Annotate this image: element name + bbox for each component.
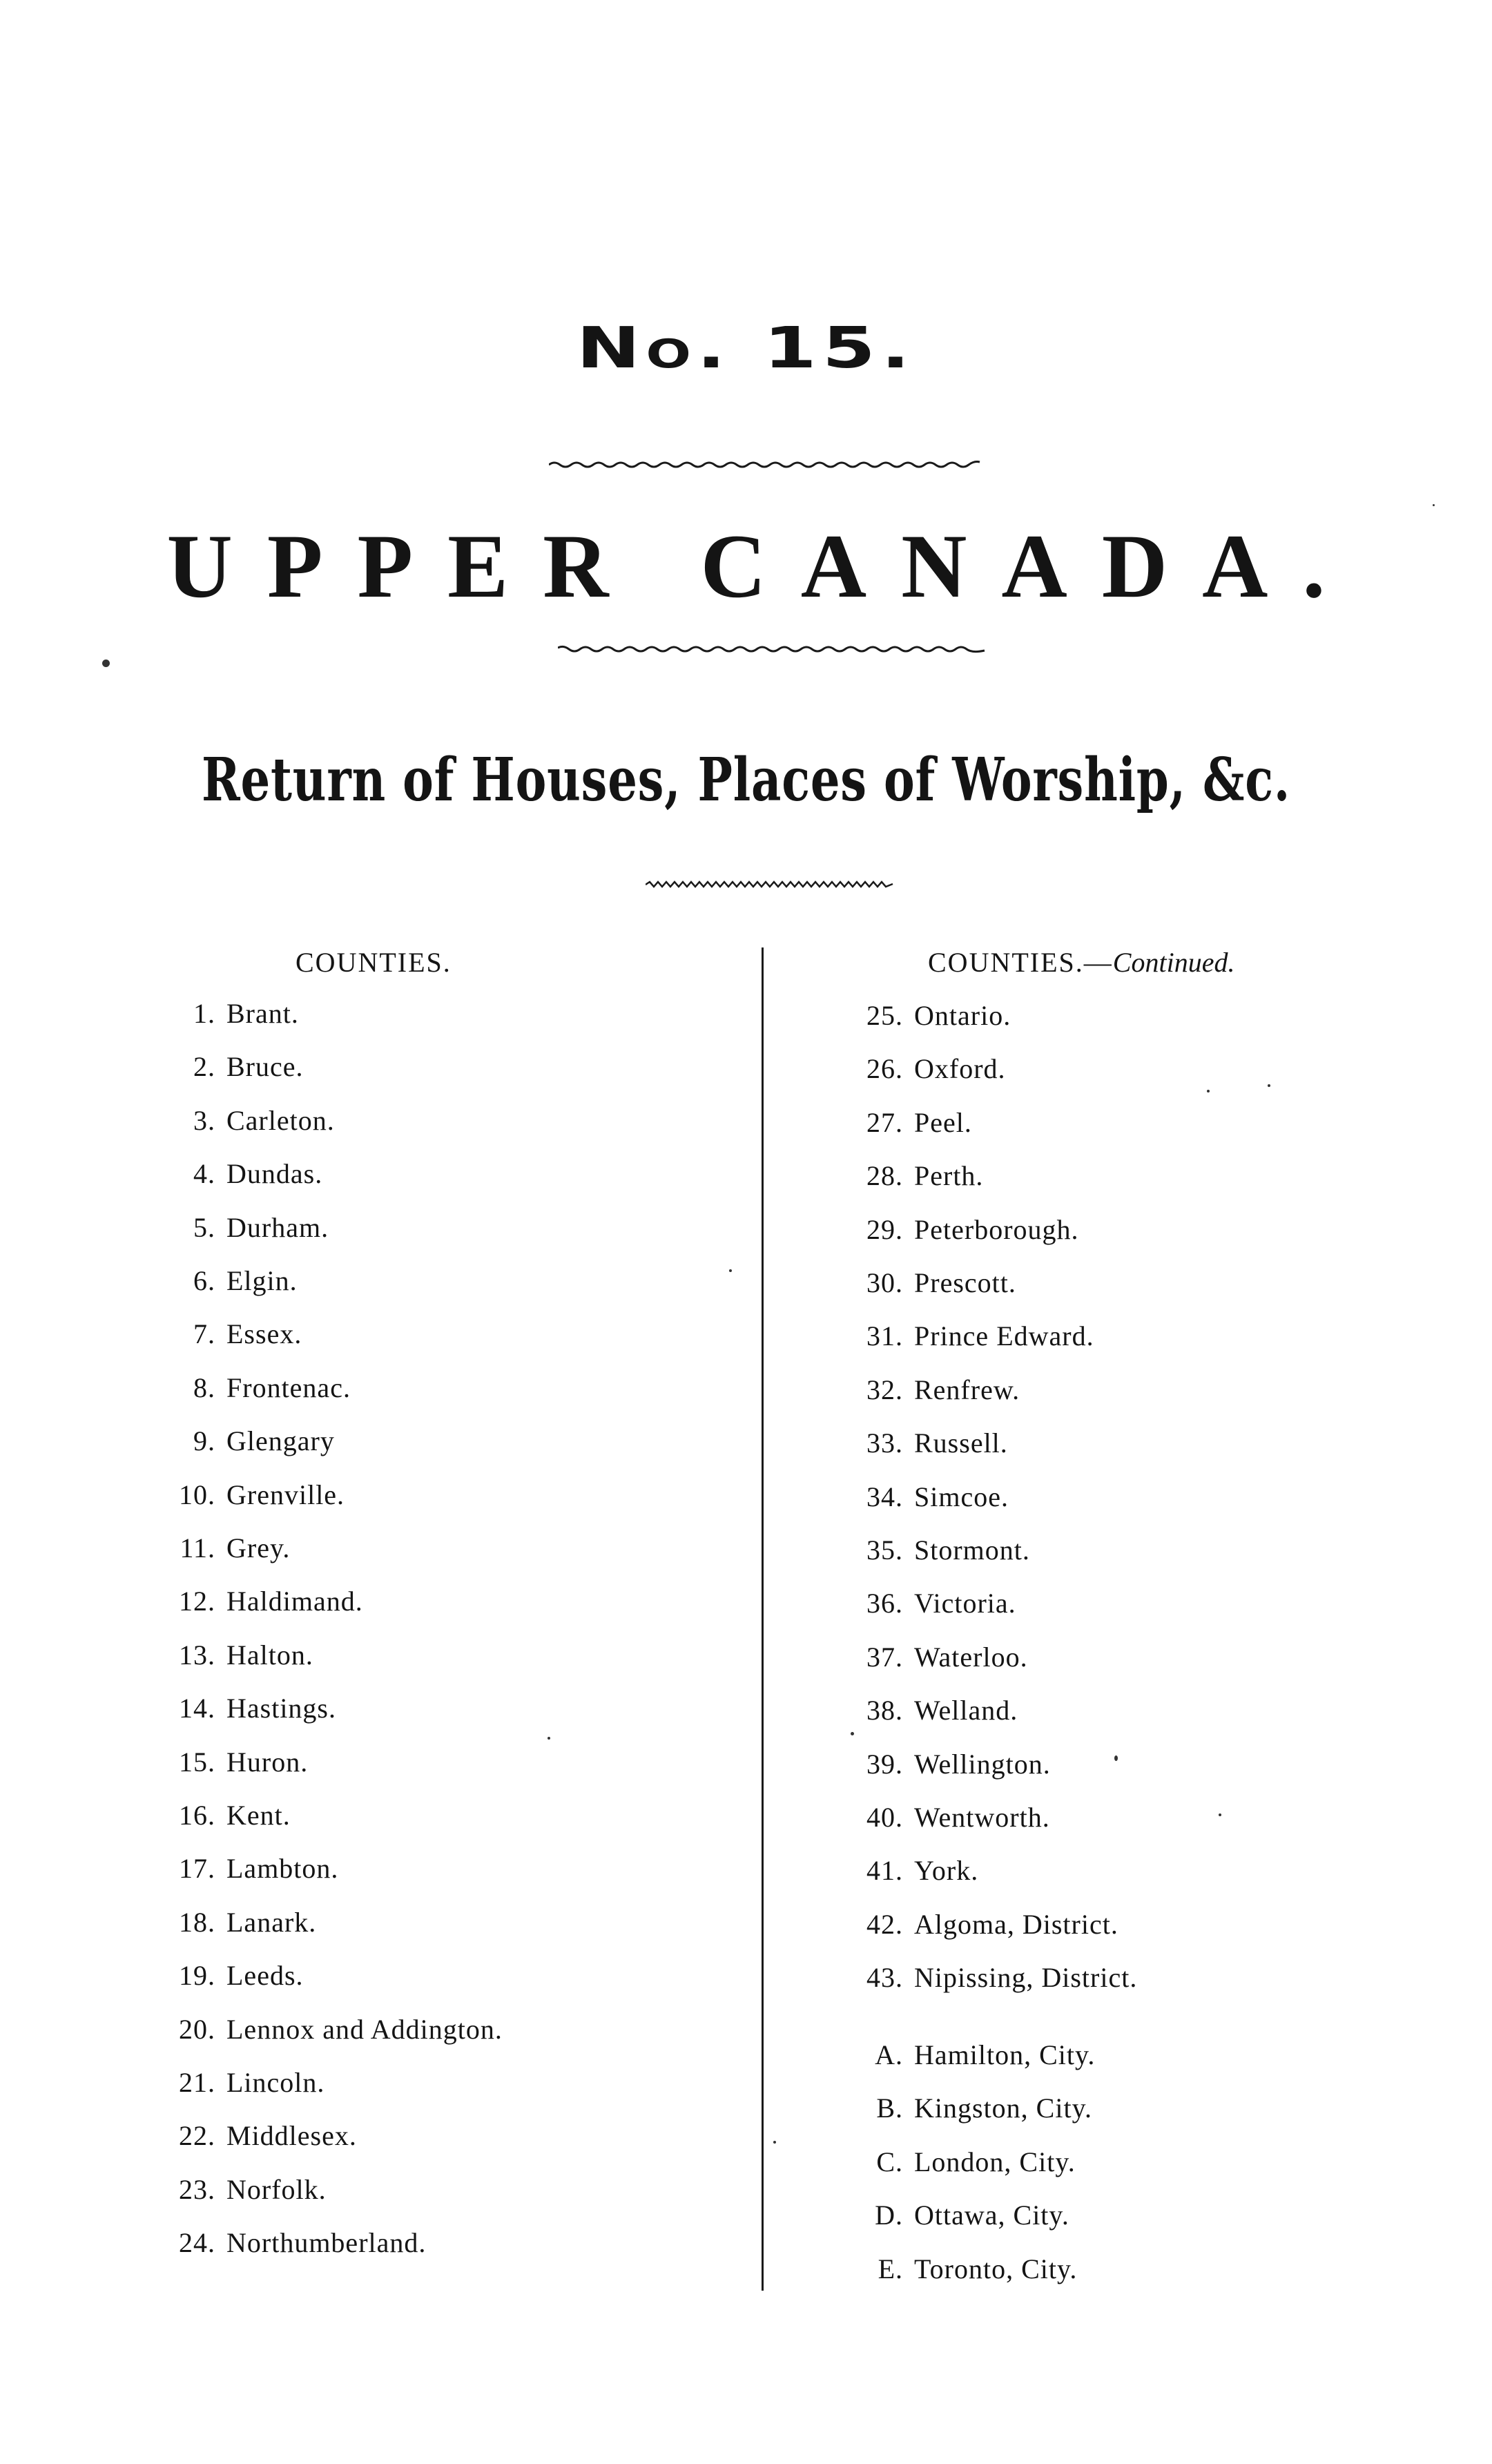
county-item <box>163 1799 291 1840</box>
city-item-name: Toronto, City. <box>914 2253 1078 2284</box>
county-item-number: 2. <box>193 1051 215 1083</box>
county-item-number: 23. <box>179 2173 215 2205</box>
ink-speck <box>1219 1813 1221 1816</box>
county-item <box>163 1585 363 1626</box>
county-item-name: Grenville. <box>226 1479 345 1510</box>
county-item-name: Lennox and Addington. <box>226 2013 503 2045</box>
city-item <box>851 2199 1069 2240</box>
city-item-name: Ottawa, City. <box>914 2200 1069 2231</box>
county-item <box>851 999 1011 1041</box>
county-item-number: 9. <box>193 1425 215 1457</box>
right-column-heading-text: COUNTIES.— <box>928 947 1113 978</box>
county-item <box>163 1050 304 1092</box>
county-item-number: 43. <box>866 1962 903 1994</box>
county-item <box>163 1157 322 1199</box>
county-item-number: 22. <box>179 2120 215 2152</box>
county-item-name: Dundas. <box>226 1158 323 1190</box>
city-item <box>851 2253 1077 2294</box>
county-item-name: Durham. <box>226 1211 329 1243</box>
county-item-name: Prescott. <box>914 1267 1016 1298</box>
county-item <box>163 2226 426 2268</box>
county-item-name: Kent. <box>226 1800 291 1831</box>
ornamental-rule-middle <box>558 644 986 655</box>
county-item <box>163 1425 335 1466</box>
county-item-name: Lambton. <box>226 1853 339 1885</box>
county-item-number: 33. <box>866 1427 903 1459</box>
county-item-number: 18. <box>179 1906 215 1938</box>
county-item <box>851 1106 972 1148</box>
county-item-name: Renfrew. <box>914 1374 1020 1405</box>
county-item-number: 5. <box>193 1211 215 1243</box>
county-item-number: 11. <box>180 1532 215 1563</box>
county-item-name: Glengary <box>226 1425 335 1457</box>
ink-speck <box>851 1732 854 1735</box>
county-item <box>851 1854 978 1896</box>
county-item-number: 32. <box>866 1374 903 1405</box>
document-number: No. 15. <box>576 316 916 381</box>
city-item-name: London, City. <box>914 2146 1076 2177</box>
ink-speck <box>1433 504 1435 506</box>
county-item <box>163 1959 304 2001</box>
county-item <box>851 1801 1050 1842</box>
ink-speck <box>773 2141 776 2144</box>
county-item-number: 7. <box>193 1318 215 1350</box>
county-item-number: 37. <box>866 1641 903 1673</box>
city-item <box>851 2092 1092 2133</box>
county-item-name: Huron. <box>226 1746 309 1778</box>
county-item-number: 17. <box>179 1853 215 1885</box>
county-item-name: Middlesex. <box>226 2120 357 2152</box>
county-item <box>163 1746 308 1787</box>
county-item-number: 26. <box>866 1053 903 1085</box>
county-item-name: Wentworth. <box>914 1802 1050 1833</box>
county-item-name: Algoma, District. <box>914 1908 1118 1940</box>
county-item-number: 28. <box>866 1160 903 1192</box>
city-item <box>851 2039 1095 2080</box>
county-item-name: Wellington. <box>914 1748 1051 1780</box>
county-item <box>163 1371 351 1413</box>
county-item-name: Hastings. <box>226 1693 336 1724</box>
county-item-number: 27. <box>866 1106 903 1138</box>
county-item <box>851 1267 1016 1308</box>
county-item <box>163 1692 336 1733</box>
county-item <box>851 1961 1137 2003</box>
county-item-name: Essex. <box>226 1318 302 1350</box>
county-item-name: Simcoe. <box>914 1481 1009 1512</box>
county-item-name: Victoria. <box>914 1588 1016 1619</box>
county-item-name: Oxford. <box>914 1053 1006 1085</box>
county-item-name: Norfolk. <box>226 2173 327 2205</box>
county-item-name: York. <box>914 1855 979 1887</box>
county-item <box>163 1104 335 1146</box>
county-item-number: 3. <box>193 1104 215 1136</box>
city-item-number: D. <box>875 2200 903 2231</box>
county-item-name: Nipissing, District. <box>914 1962 1138 1994</box>
county-item <box>851 1641 1028 1682</box>
county-item <box>163 1532 290 1573</box>
county-item <box>163 2119 357 2161</box>
county-item-name: Halton. <box>226 1639 313 1671</box>
county-item <box>163 1318 302 1359</box>
right-column-heading <box>928 946 1234 979</box>
county-item-number: 10. <box>179 1479 215 1510</box>
county-item <box>851 1908 1118 1950</box>
city-item <box>851 2146 1076 2187</box>
county-item-name: Frontenac. <box>226 1371 351 1403</box>
county-item-name: Russell. <box>914 1427 1008 1459</box>
county-item-number: 39. <box>866 1748 903 1780</box>
county-item-number: 4. <box>193 1158 215 1190</box>
county-item-number: 35. <box>866 1534 903 1566</box>
county-item <box>163 2013 503 2054</box>
ink-speck <box>729 1269 732 1272</box>
ink-speck <box>1114 1755 1118 1761</box>
city-item-number: E. <box>878 2253 903 2284</box>
ink-speck <box>548 1737 550 1740</box>
county-item <box>851 1481 1009 1522</box>
county-item-number: 36. <box>866 1588 903 1619</box>
right-column-heading-suffix: Continued. <box>1112 947 1235 978</box>
county-item-name: Welland. <box>914 1695 1018 1726</box>
county-item <box>851 1427 1008 1468</box>
page-title: UPPER CANADA. <box>166 515 1360 617</box>
county-item-number: 20. <box>179 2013 215 2045</box>
ornamental-rule-top <box>549 459 981 470</box>
county-item <box>163 1211 329 1253</box>
county-item-name: Grey. <box>226 1532 291 1563</box>
county-item <box>163 2173 327 2215</box>
county-item-name: Elgin. <box>226 1265 298 1296</box>
ink-speck <box>102 660 110 667</box>
county-item-name: Ontario. <box>914 1000 1011 1031</box>
city-item-number: A. <box>875 2039 903 2070</box>
county-item-number: 16. <box>179 1800 215 1831</box>
county-item <box>851 1213 1079 1255</box>
county-item <box>163 1906 316 1947</box>
county-item-number: 14. <box>179 1693 215 1724</box>
county-item-name: Northumberland. <box>226 2227 427 2259</box>
county-item <box>851 1748 1051 1789</box>
county-item-number: 29. <box>866 1213 903 1245</box>
county-item-name: Brant. <box>226 998 299 1029</box>
left-column-heading-text: COUNTIES. <box>296 947 452 978</box>
county-item-name: Perth. <box>914 1160 984 1192</box>
county-item-name: Carleton. <box>226 1104 335 1136</box>
county-item <box>851 1694 1018 1735</box>
county-item-number: 1. <box>193 998 215 1029</box>
county-item-number: 8. <box>193 1371 215 1403</box>
county-item-name: Peel. <box>914 1106 972 1138</box>
column-divider <box>762 947 764 2291</box>
county-item <box>851 1587 1016 1628</box>
city-item-name: Hamilton, City. <box>914 2039 1096 2070</box>
county-item-name: Peterborough. <box>914 1213 1079 1245</box>
county-item-name: Lincoln. <box>226 2067 325 2098</box>
county-item <box>163 2066 324 2108</box>
county-item-number: 31. <box>866 1320 903 1352</box>
county-item-number: 42. <box>866 1908 903 1940</box>
county-item <box>851 1374 1020 1415</box>
county-item-number: 15. <box>179 1746 215 1778</box>
county-item-name: Lanark. <box>226 1906 317 1938</box>
county-item-name: Stormont. <box>914 1534 1030 1566</box>
page-subtitle: Return of Houses, Places of Worship, &c. <box>202 745 1290 815</box>
city-item-name: Kingston, City. <box>914 2092 1092 2124</box>
county-item-number: 6. <box>193 1265 215 1296</box>
county-item-number: 25. <box>866 1000 903 1031</box>
county-item-name: Prince Edward. <box>914 1320 1094 1352</box>
county-item <box>163 1479 345 1520</box>
county-item-name: Waterloo. <box>914 1641 1028 1673</box>
county-item-number: 41. <box>866 1855 903 1887</box>
county-item-number: 38. <box>866 1695 903 1726</box>
county-item-number: 40. <box>866 1802 903 1833</box>
city-item-number: C. <box>876 2146 903 2177</box>
county-item <box>163 1264 298 1306</box>
county-item <box>163 1639 313 1680</box>
county-item-number: 13. <box>179 1639 215 1671</box>
county-item <box>851 1534 1030 1575</box>
county-item-number: 12. <box>179 1586 215 1617</box>
ink-speck <box>1268 1084 1270 1087</box>
left-column-heading <box>296 946 452 979</box>
county-item-number: 30. <box>866 1267 903 1298</box>
county-item-number: 24. <box>179 2227 215 2259</box>
county-item-name: Leeds. <box>226 1960 304 1992</box>
county-item <box>163 1852 338 1894</box>
city-item-number: B. <box>876 2092 903 2124</box>
ink-speck <box>1207 1090 1210 1093</box>
ornamental-rule-bottom <box>646 880 894 889</box>
county-item-number: 34. <box>866 1481 903 1512</box>
county-item-number: 21. <box>179 2067 215 2098</box>
county-item <box>851 1052 1006 1094</box>
county-item-name: Bruce. <box>226 1051 304 1083</box>
county-item <box>163 997 299 1039</box>
county-item <box>851 1159 983 1201</box>
county-item-number: 19. <box>179 1960 215 1992</box>
county-item <box>851 1320 1094 1361</box>
county-item-name: Haldimand. <box>226 1586 363 1617</box>
